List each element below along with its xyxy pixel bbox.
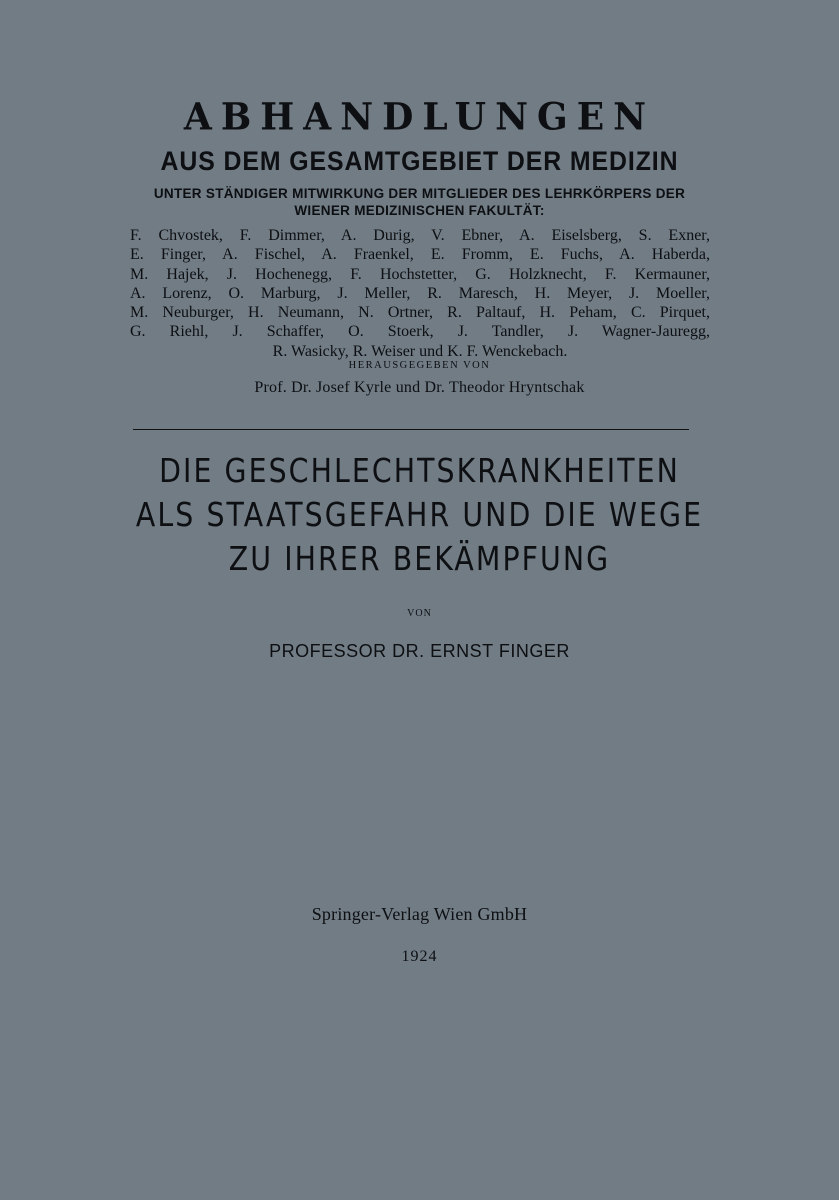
- contributor-line: E. Finger, A. Fischel, A. Fraenkel, E. Fromm, E. Fuchs, A. Haberda,: [130, 246, 710, 264]
- contributor-line: R. Wasicky, R. Weiser und K. F. Wenckebach.: [272, 342, 568, 360]
- contributor-line: A. Lorenz, O. Marburg, J. Meller, R. Maresch, H. Meyer, J. Moeller,: [130, 284, 710, 302]
- series-title: ABHANDLUNGEN: [183, 94, 656, 140]
- contributor-line: M. Neuburger, H. Neumann, N. Ortner, R. Paltauf, H. Peham, C. Pirquet,: [130, 304, 710, 322]
- editors-label: HERAUSGEGEBEN VON: [348, 360, 491, 371]
- contributor-line: F. Chvostek, F. Dimmer, A. Durig, V. Ebner, A. Eiselsberg, S. Exner,: [130, 227, 710, 244]
- book-title: [59, 449, 781, 581]
- book-title-line: ALS STAATSGEFAHR UND DIE WEGE: [135, 495, 704, 534]
- contributor-line: G. Riehl, J. Schaffer, O. Stoerk, J. Tandler, J. Wagner-Jauregg,: [130, 323, 710, 341]
- book-title-line: ZU IHRER BEKÄMPFUNG: [228, 539, 611, 578]
- collaboration-note: [0, 185, 839, 219]
- by-label: VON: [407, 608, 432, 619]
- editors: Prof. Dr. Josef Kyrle und Dr. Theodor Hryntschak: [254, 379, 585, 396]
- collaboration-line: WIENER MEDIZINISCHEN FAKULTÄT:: [294, 203, 545, 218]
- book-title-line: DIE GESCHLECHTSKRANKHEITEN: [159, 451, 680, 490]
- divider: [133, 429, 689, 430]
- publication-year: 1924: [401, 948, 438, 965]
- series-subtitle: AUS DEM GESAMTGEBIET DER MEDIZIN: [160, 146, 679, 176]
- collaboration-line: UNTER STÄNDIGER MITWIRKUNG DER MITGLIEDER DES LEHRKÖRPERS DER: [153, 186, 686, 201]
- contributor-names: [130, 226, 710, 361]
- contributor-line: M. Hajek, J. Hochenegg, F. Hochstetter, G. Holzknecht, F. Kermauner,: [130, 265, 710, 283]
- author: PROFESSOR DR. ERNST FINGER: [269, 641, 570, 661]
- publisher: Springer-Verlag Wien GmbH: [311, 904, 528, 924]
